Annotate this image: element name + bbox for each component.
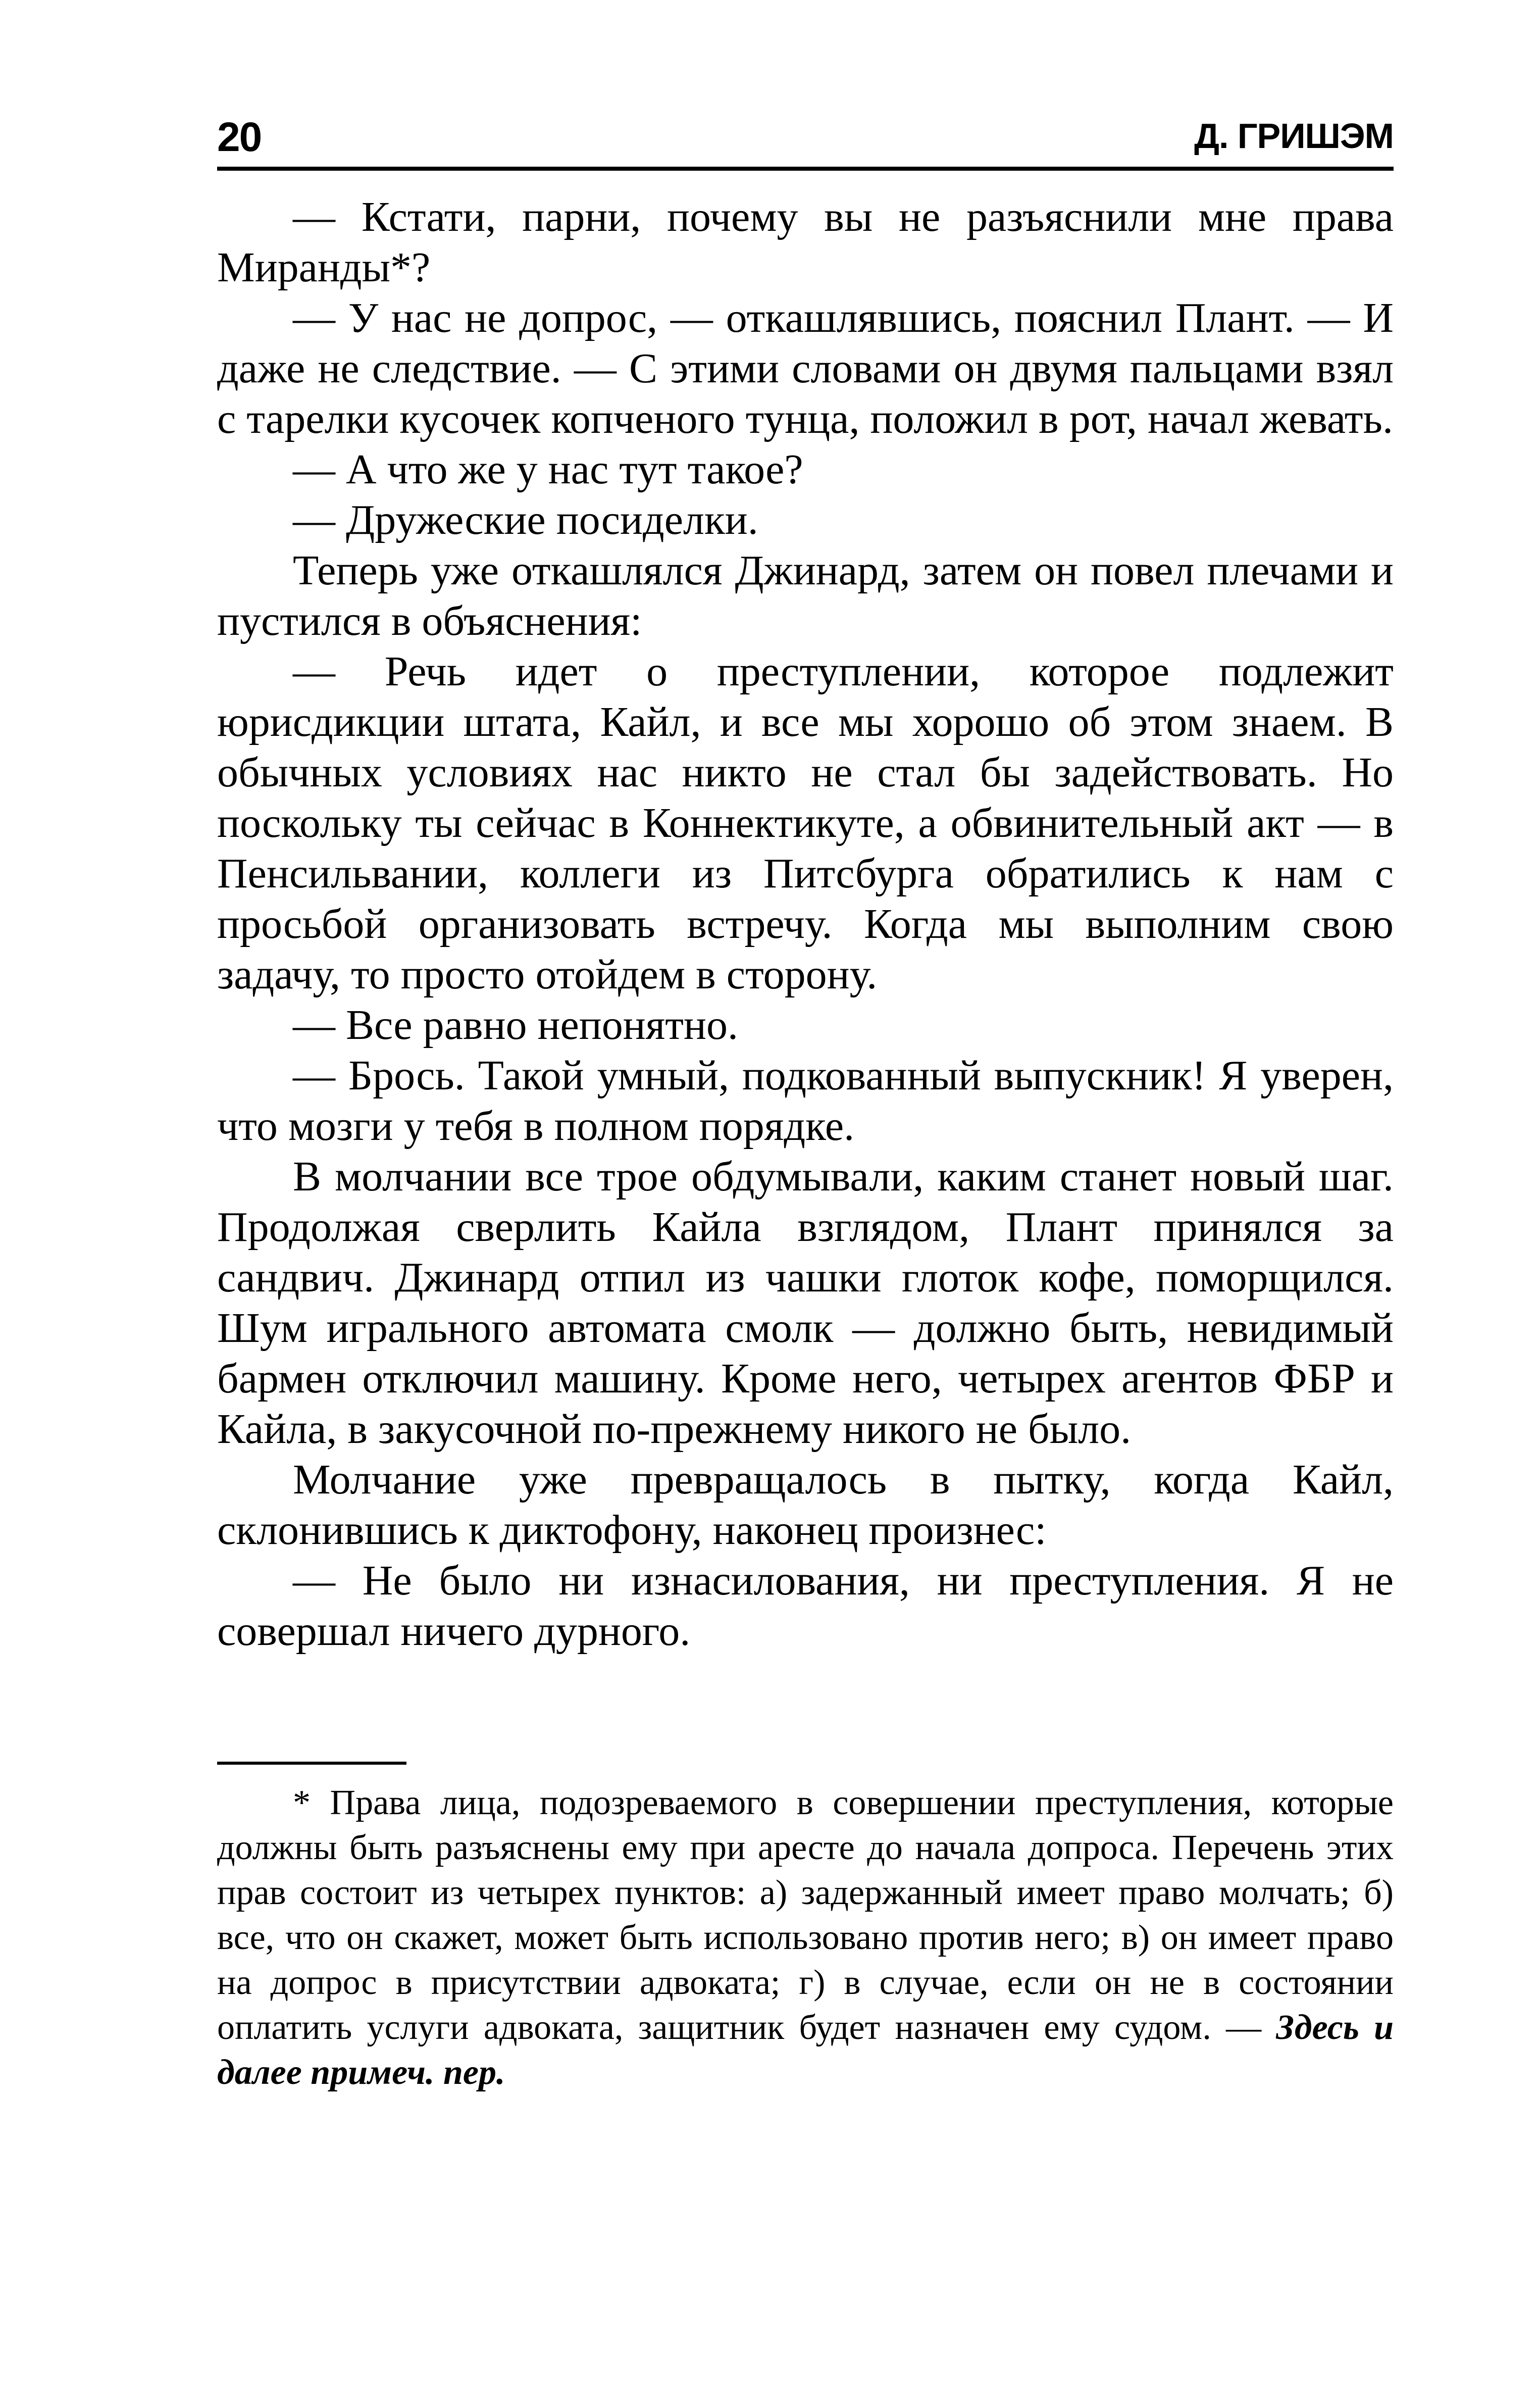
paragraph: — Все равно непонятно.: [293, 1002, 738, 1049]
paragraph: — А что же у нас тут такое?: [293, 446, 803, 493]
footnote-paragraph: [217, 1780, 1394, 2095]
paragraph: Молчание уже превращалось в пытку, когда Кайл, склонившись к диктофону, наконец произнес:: [217, 1456, 1394, 1554]
footnote-rule: [217, 1762, 406, 1765]
footnote: [217, 1780, 1394, 2095]
paragraph: — Кстати, парни, почему вы не разъяснили мне права Миранды*?: [217, 193, 1394, 291]
body-text: [217, 192, 1394, 1657]
paragraph: Теперь уже откашлялся Джинард, затем он повел плечами и пустился в объяснения:: [217, 547, 1394, 644]
header-rule: [217, 167, 1394, 171]
paragraph: В молчании все трое обдумывали, каким станет новый шаг. Продолжая сверлить Кайла взглядом, Плант принялся за сандвич. Джинард отпил из чашки глоток кофе, поморщился. Шум игрального автомата смолк — должно быть, невидимый бармен отключил машину. Кроме него, четырех агентов ФБР и Кайла, в закусочной по-прежнему никого не было.: [217, 1153, 1394, 1453]
running-head-author: Д. ГРИШЭМ: [1194, 116, 1394, 156]
footnote-text: * Права лица, подозреваемого в совершении преступления, которые должны быть разъяснены ему при аресте до начала допроса. Перечень этих прав состоит из четырех пунктов: а) задержанный имеет право молчать; б) все, что он скажет, может быть использовано против него; в) он имеет право на допрос в присутствии адвоката; г) в случае, если он не в состоянии оплатить услуги адвоката, защитник будет назначен ему судом. —: [217, 1783, 1394, 2047]
page-number: 20: [217, 114, 262, 160]
paragraph: — Речь идет о преступлении, которое подлежит юрисдикции штата, Кайл, и все мы хорошо об этом знаем. В обычных условиях нас никто не стал бы задействовать. Но поскольку ты сейчас в Коннектикуте, а обвинительный акт — в Пенсильвании, коллеги из Питсбурга обратились к нам с просьбой организовать встречу. Когда мы выполним свою задачу, то просто отойдем в сторону.: [217, 648, 1394, 998]
paragraph: — У нас не допрос, — откашлявшись, пояснил Плант. — И даже не следствие. — С этими словами он двумя пальцами взял с тарелки кусочек копченого тунца, положил в рот, начал жевать.: [217, 294, 1394, 442]
paragraph: — Не было ни изнасилования, ни преступления. Я не совершал ничего дурного.: [217, 1557, 1394, 1655]
footnote-attribution: Здесь и далее примеч. пер.: [217, 2008, 1394, 2092]
paragraph: — Брось. Такой умный, подкованный выпускник! Я уверен, что мозги у тебя в полном порядке.: [217, 1052, 1394, 1150]
paragraph: — Дружеские посиделки.: [293, 496, 758, 543]
page-header: [217, 114, 1394, 169]
